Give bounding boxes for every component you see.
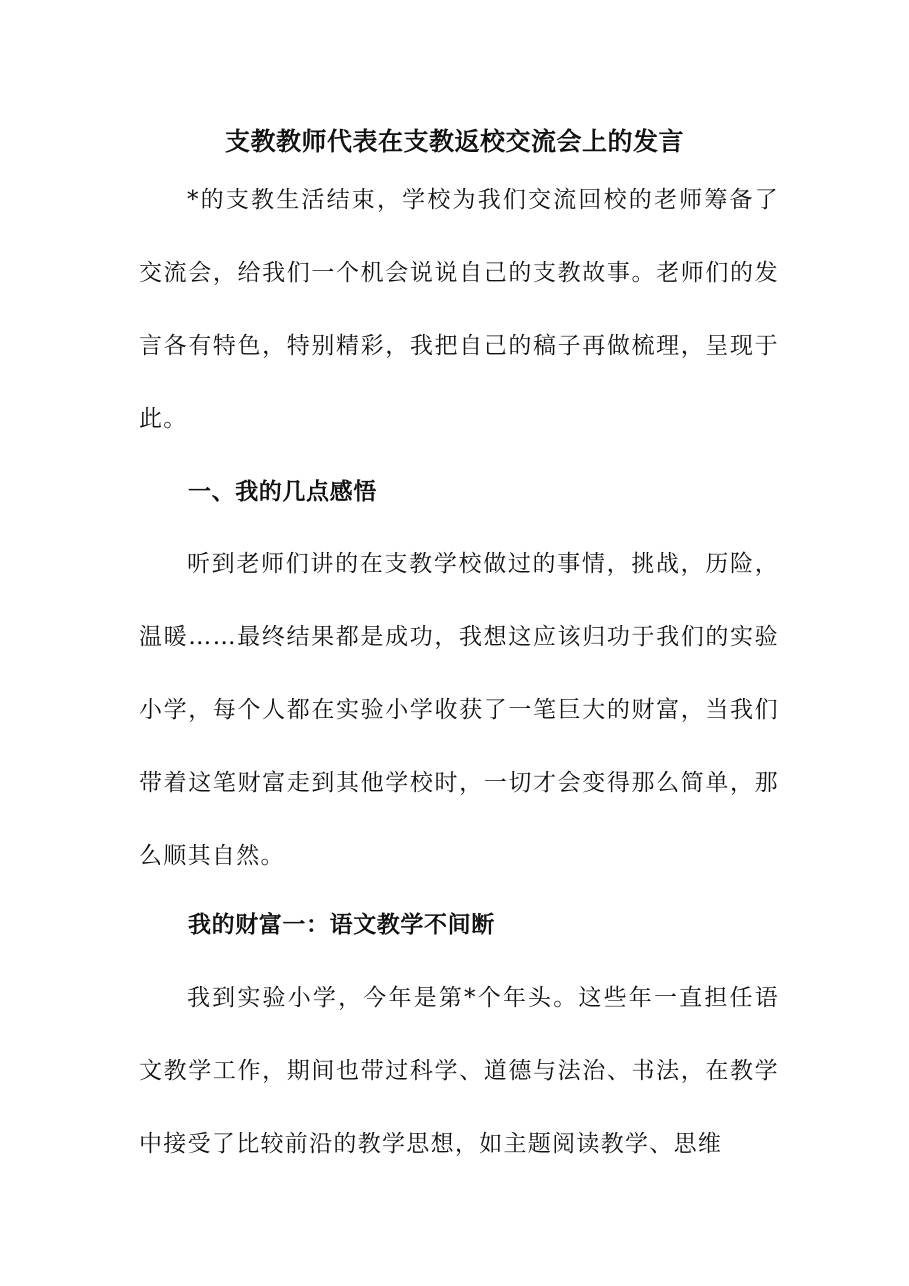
document-title: 支教教师代表在支教返校交流会上的发言 [224, 127, 684, 156]
section-heading-reflections: 一、我的几点感悟 [188, 478, 377, 505]
intro-paragraph: *的支教生活结束，学校为我们交流回校的老师筹备了交流会，给我们一个机会说说自己的支教故事。老师们的发言各有特色，特别精彩，我把自己的稿子再做梳理，呈现于此。 [139, 187, 779, 432]
subsection-heading-wealth-one: 我的财富一：语文教学不间断 [188, 911, 495, 938]
reflections-paragraph: 听到老师们讲的在支教学校做过的事情，挑战，历险，温暖……最终结果都是成功，我想这应该归功于我们的实验小学，每个人都在实验小学收获了一笔巨大的财富，当我们带着这笔财富走到其他学校时，一切才会变得那么简单，那么顺其自然。 [139, 551, 779, 869]
wealth-one-paragraph: 我到实验小学，今年是第*个年头。这些年一直担任语文教学工作，期间也带过科学、道德与法治、书法，在教学中接受了比较前沿的教学思想，如主题阅读教学、思维 [139, 985, 779, 1157]
